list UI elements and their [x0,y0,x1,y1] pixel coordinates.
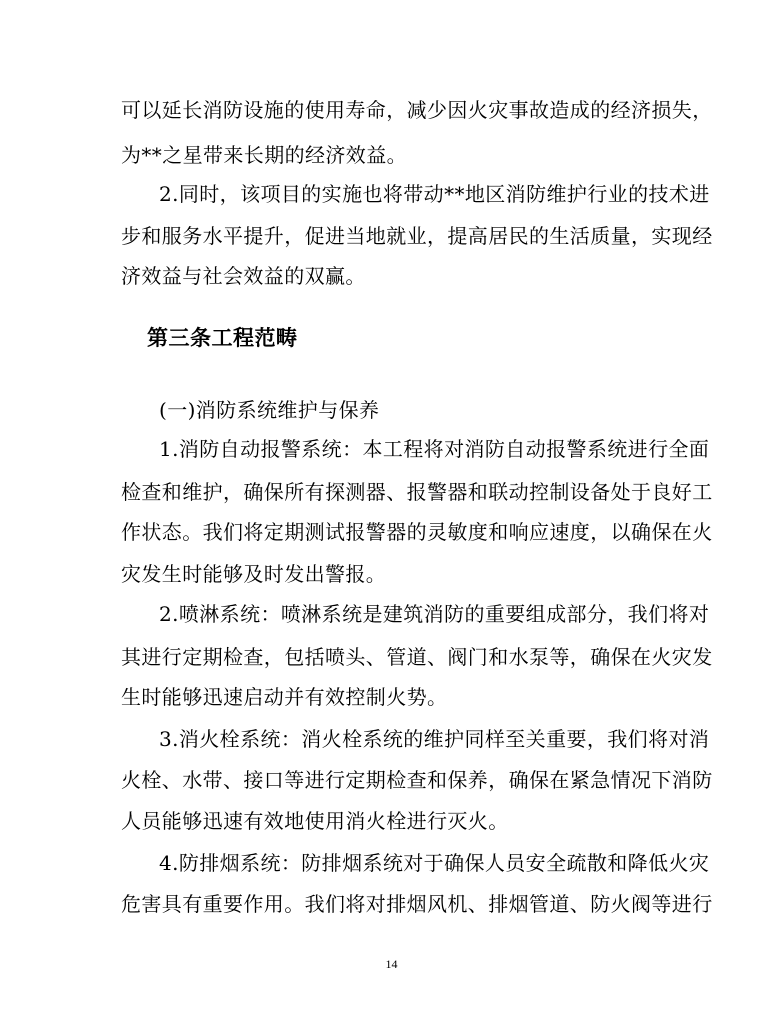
subsection-heading: (一)消防系统维护与保养 [159,398,380,422]
paragraph-sprinkler-line-3: 生时能够迅速启动并有效控制火势。 [121,685,448,709]
page-number: 14 [385,957,398,971]
paragraph-item2-line-2: 步和服务水平提升，促进当地就业，提高居民的生活质量，实现经 [121,224,713,248]
paragraph-hydrant-line-1: 3.消火栓系统：消火栓系统的维护同样至关重要，我们将对消 [159,727,710,751]
paragraph-smoke-line-2: 危害具有重要作用。我们将对排烟风机、排烟管道、防火阀等进行 [121,892,713,916]
paragraph-alarm-line-4: 灾发生时能够及时发出警报。 [121,562,387,586]
paragraph-sprinkler-line-1: 2.喷淋系统：喷淋系统是建筑消防的重要组成部分，我们将对 [159,602,710,626]
paragraph-alarm-line-3: 作状态。我们将定期测试报警器的灵敏度和响应速度，以确保在火 [121,520,713,544]
paragraph-item2-line-3: 济效益与社会效益的双赢。 [121,264,366,288]
paragraph-hydrant-line-3: 人员能够迅速有效地使用消火栓进行灭火。 [121,809,509,833]
paragraph-continuation-line-2: 为**之星带来长期的经济效益。 [121,143,407,167]
paragraph-alarm-line-2: 检查和维护，确保所有探测器、报警器和联动控制设备处于良好工 [121,480,713,504]
section-heading: 第三条工程范畴 [147,325,298,350]
paragraph-sprinkler-line-2: 其进行定期检查，包括喷头、管道、阀门和水泵等，确保在火灾发 [121,645,713,669]
paragraph-hydrant-line-2: 火栓、水带、接口等进行定期检查和保养，确保在紧急情况下消防 [121,768,713,792]
paragraph-continuation-line-1: 可以延长消防设施的使用寿命，减少因火灾事故造成的经济损失， [121,98,713,122]
paragraph-item2-line-1: 2.同时，该项目的实施也将带动**地区消防维护行业的技术进 [159,182,710,206]
paragraph-smoke-line-1: 4.防排烟系统：防排烟系统对于确保人员安全疏散和降低火灾 [159,851,710,875]
paragraph-alarm-line-1: 1.消防自动报警系统：本工程将对消防自动报警系统进行全面 [159,437,710,461]
